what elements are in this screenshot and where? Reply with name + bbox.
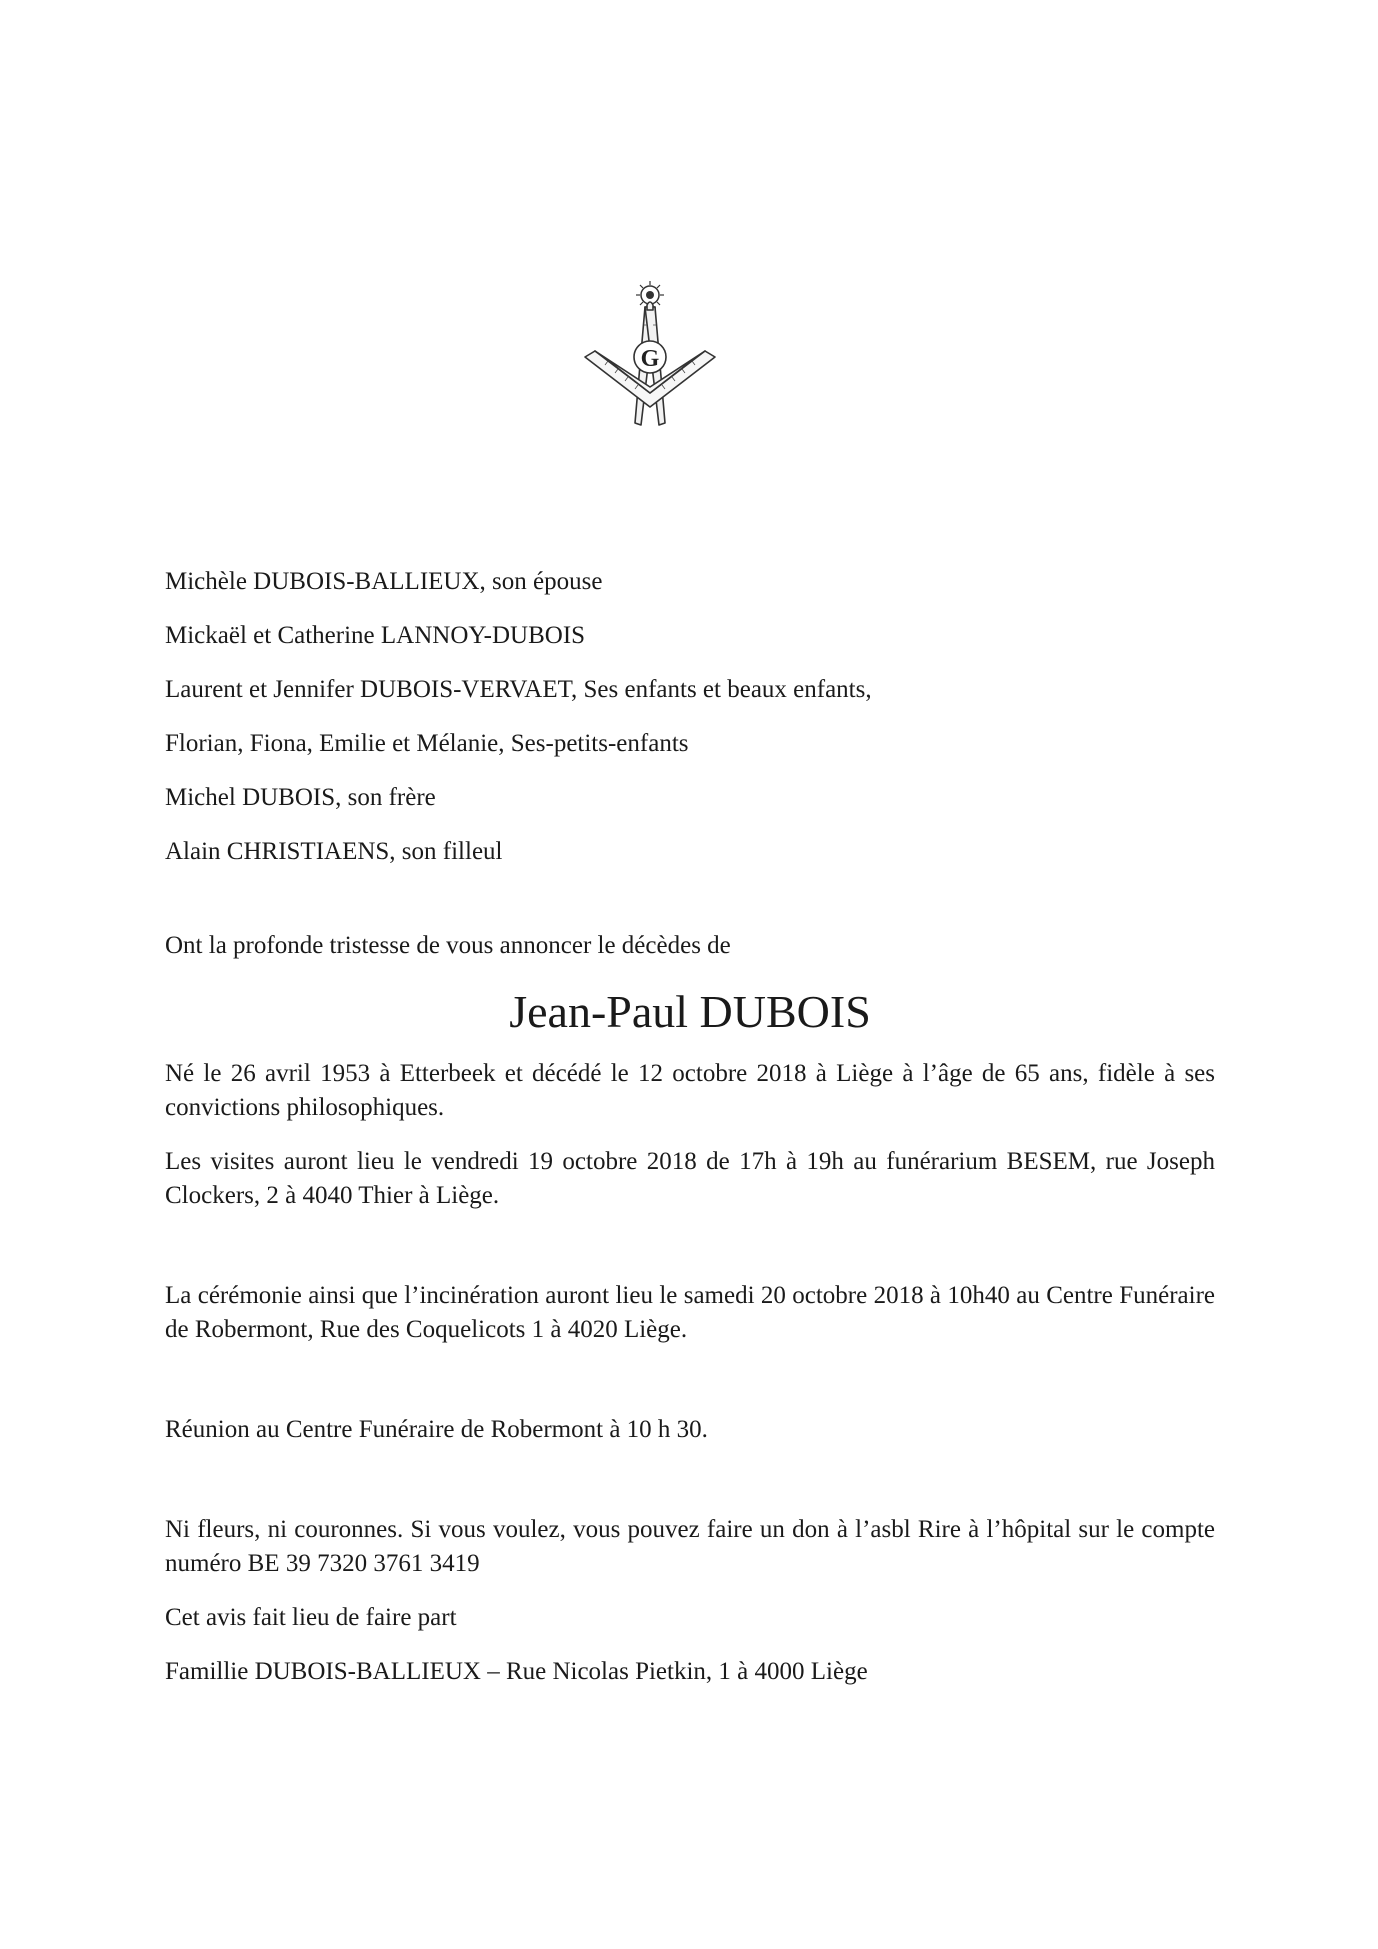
emblem-letter: G bbox=[640, 346, 660, 372]
deceased-name: Jean-Paul DUBOIS bbox=[509, 986, 871, 1037]
family-line: Michèle DUBOIS-BALLIEUX, son épouse bbox=[165, 568, 603, 595]
family-list bbox=[165, 565, 1215, 869]
visits-paragraph: Les visites auront lieu le vendredi 19 octobre 2018 de 17h à 19h au funérarium BESEM, rue Joseph Clockers, 2 à 4040 Thier à Liège. bbox=[165, 1148, 1215, 1209]
family-line: Alain CHRISTIAENS, son filleul bbox=[165, 838, 503, 865]
birth-death-paragraph: Né le 26 avril 1953 à Etterbeek et décédé le 12 octobre 2018 à Liège à l’âge de 65 ans, fidèle à ses convictions philosophiques. bbox=[165, 1060, 1215, 1121]
notice-line: Cet avis fait lieu de faire part bbox=[165, 1604, 457, 1631]
family-line: Laurent et Jennifer DUBOIS-VERVAET, Ses enfants et beaux enfants, bbox=[165, 676, 872, 703]
family-line: Michel DUBOIS, son frère bbox=[165, 784, 436, 811]
family-line: Florian, Fiona, Emilie et Mélanie, Ses-petits-enfants bbox=[165, 730, 689, 757]
ceremony-paragraph: La cérémonie ainsi que l’incinération auront lieu le samedi 20 octobre 2018 à 10h40 au Centre Funéraire de Robermont, Rue des Coquelicots 1 à 4020 Liège. bbox=[165, 1282, 1215, 1343]
announcement: Ont la profonde tristesse de vous annoncer le décèdes de bbox=[165, 932, 731, 959]
meeting-paragraph: Réunion au Centre Funéraire de Robermont à 10 h 30. bbox=[165, 1416, 708, 1443]
square-and-compasses-icon bbox=[565, 275, 735, 440]
flowers-paragraph: Ni fleurs, ni couronnes. Si vous voulez, vous pouvez faire un don à l’asbl Rire à l’hôpital sur le compte numéro BE 39 7320 3761 3419 bbox=[165, 1516, 1215, 1577]
family-line: Mickaël et Catherine LANNOY-DUBOIS bbox=[165, 622, 586, 649]
obituary-text bbox=[165, 565, 1215, 1689]
family-address: Famillie DUBOIS-BALLIEUX – Rue Nicolas Pietkin, 1 à 4000 Liège bbox=[165, 1658, 868, 1685]
